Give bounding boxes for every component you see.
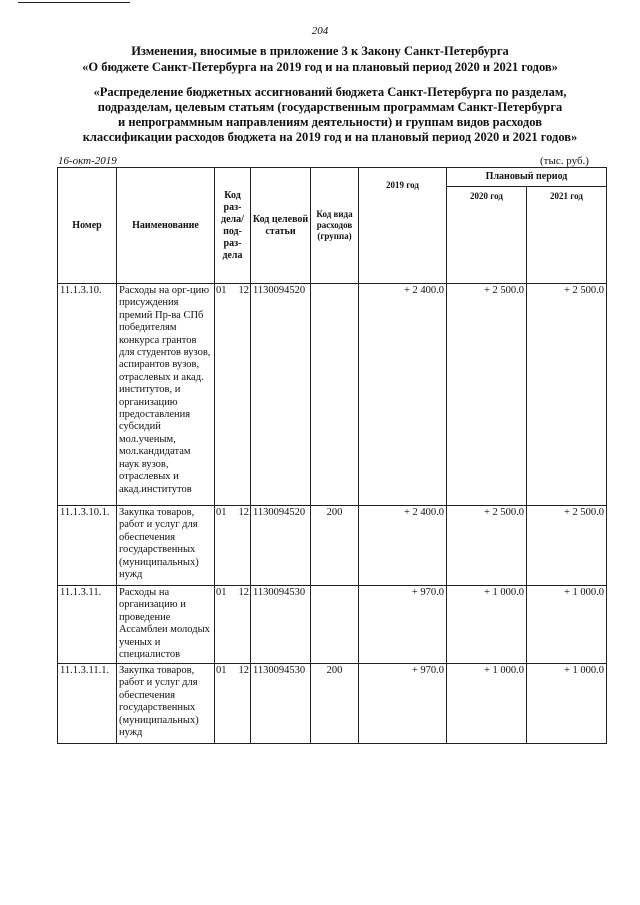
top-rule (18, 2, 130, 3)
subtitle-line: подразделам, целевым статьям (государственным программам Санкт-Петербурга (97, 100, 563, 114)
page-number: 204 (311, 25, 329, 37)
row-2021: + 2 500.0 (527, 284, 607, 506)
header-target: Код целевой статьи (251, 168, 311, 284)
row-name: Закупка товаров, работ и услуг для обеспечения государственных (муниципальных) нужд (117, 506, 215, 586)
row-section (215, 664, 251, 744)
row-type: 200 (311, 506, 359, 586)
header-2020: 2020 год (447, 187, 527, 284)
row-section (215, 506, 251, 586)
title-line-2: «О бюджете Санкт-Петербурга на 2019 год и на плановый период 2020 и 2021 годов» (82, 60, 558, 74)
subtitle-line: «Распределение бюджетных ассигнований бюджета Санкт-Петербурга по разделам, (93, 85, 567, 99)
row-number: 11.1.3.10. (58, 284, 117, 506)
row-2021: + 1 000.0 (527, 664, 607, 744)
subsection-code: 12 (238, 507, 249, 518)
row-target: 1130094530 (251, 586, 311, 664)
row-2020: + 2 500.0 (447, 284, 527, 506)
section-code: 01 (216, 665, 227, 676)
row-2020: + 1 000.0 (447, 664, 527, 744)
subsection-code: 12 (238, 285, 249, 296)
header-2021: 2021 год (527, 187, 607, 284)
section-code: 01 (216, 507, 227, 518)
row-name: Расходы на орг-цию присуждения премий Пр-ва СПб победителям конкурса грантов для студентов вузов, аспирантов вузов, отраслевых и акад. институтов, и организацию предоставления субсидий мол.ученым, мол.кандидатам наук вузов, отраслевых и акад.институтов (117, 284, 215, 506)
row-number: 11.1.3.11. (58, 586, 117, 664)
header-type: Код вида расходов (группа) (311, 168, 359, 284)
table-row (58, 664, 607, 744)
row-2019: + 970.0 (359, 664, 447, 744)
budget-table (57, 167, 607, 744)
row-section (215, 284, 251, 506)
header-name: Наименование (117, 168, 215, 284)
header-2019: 2019 год (359, 168, 447, 284)
document-title (0, 43, 640, 75)
row-name: Закупка товаров, работ и услуг для обеспечения государственных (муниципальных) нужд (117, 664, 215, 744)
header-planned: Плановый период (447, 168, 607, 187)
header-row (58, 168, 607, 187)
table-row (58, 586, 607, 664)
row-name: Расходы на организацию и проведение Ассамблеи молодых ученых и специалистов (117, 586, 215, 664)
subtitle-line: и непрограммным направлениям деятельности) и группам видов расходов (118, 115, 542, 129)
title-line-1: Изменения, вносимые в приложение 3 к Закону Санкт-Петербурга (131, 44, 509, 58)
row-2019: + 970.0 (359, 586, 447, 664)
header-number: Номер (58, 168, 117, 284)
row-type (311, 586, 359, 664)
row-number: 11.1.3.10.1. (58, 506, 117, 586)
row-2019: + 2 400.0 (359, 506, 447, 586)
document-date: 16-окт-2019 (58, 155, 117, 167)
section-code: 01 (216, 587, 227, 598)
appendix-subtitle (60, 85, 600, 145)
row-2021: + 2 500.0 (527, 506, 607, 586)
row-2021: + 1 000.0 (527, 586, 607, 664)
subsection-code: 12 (238, 665, 249, 676)
row-2019: + 2 400.0 (359, 284, 447, 506)
row-target: 1130094530 (251, 664, 311, 744)
row-type: 200 (311, 664, 359, 744)
header-section: Код раз-дела/ под-раз-дела (215, 168, 251, 284)
table-row (58, 506, 607, 586)
subtitle-line: классификации расходов бюджета на 2019 год и на плановый период 2020 и 2021 годов» (82, 130, 578, 144)
section-code: 01 (216, 285, 227, 296)
row-target: 1130094520 (251, 506, 311, 586)
row-2020: + 1 000.0 (447, 586, 527, 664)
units-label: (тыс. руб.) (540, 155, 589, 167)
row-type (311, 284, 359, 506)
subsection-code: 12 (238, 587, 249, 598)
table-row (58, 284, 607, 506)
row-number: 11.1.3.11.1. (58, 664, 117, 744)
row-section (215, 586, 251, 664)
row-2020: + 2 500.0 (447, 506, 527, 586)
row-target: 1130094520 (251, 284, 311, 506)
